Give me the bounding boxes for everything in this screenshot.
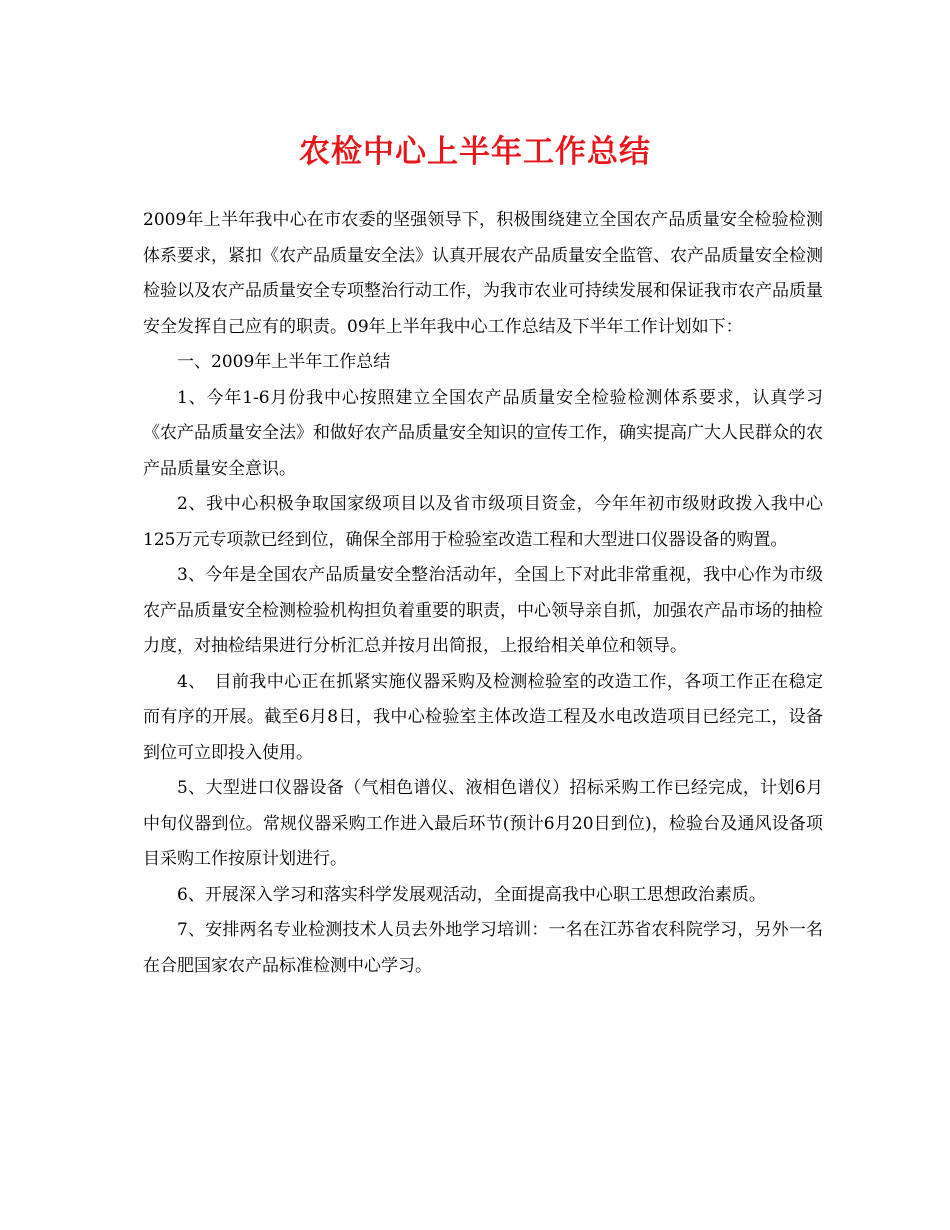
list-item: 1、今年1-6月份我中心按照建立全国农产品质量安全检验检测体系要求，认真学习《农产品质量安全法》和做好农产品质量安全知识的宣传工作，确实提高广大人民群众的农产品质量安全意识。 bbox=[143, 387, 823, 479]
list-item: 4、 目前我中心正在抓紧实施仪器采购及检测检验室的改造工作，各项工作正在稳定而有序的开展。截至6月8日，我中心检验室主体改造工程及水电改造项目已经完工，设备到位可立即投入使用。 bbox=[143, 671, 823, 763]
list-item: 5、大型进口仪器设备（气相色谱仪、液相色谱仪）招标采购工作已经完成，计划6月中旬仪器到位。常规仪器采购工作进入最后环节(预计6月20日到位)，检验台及通风设备项目采购工作按原计划进行。 bbox=[143, 778, 823, 869]
list-item: 2、我中心积极争取国家级项目以及省市级项目资金，今年年初市级财政拨入我中心125万元专项款已经到位，确保全部用于检验室改造工程和大型进口仪器设备的购置。 bbox=[143, 494, 823, 550]
section-heading: 一、2009年上半年工作总结 bbox=[177, 352, 391, 372]
list-item: 7、安排两名专业检测技术人员去外地学习培训：一名在江苏省农科院学习，另外一名在合肥国家农产品标准检测中心学习。 bbox=[143, 920, 823, 976]
intro-paragraph: 2009年上半年我中心在市农委的坚强领导下，积极围绕建立全国农产品质量安全检验检测体系要求，紧扣《农产品质量安全法》认真开展农产品质量安全监管、农产品质量安全检测检验以及农产品质量安全专项整治行动工作，为我市农业可持续发展和保证我市农产品质量安全发挥自己应有的职责。09年上半年我中心工作总结及下半年工作计划如下： bbox=[143, 210, 823, 337]
list-item: 3、今年是全国农产品质量安全整治活动年，全国上下对此非常重视，我中心作为市级农产品质量安全检测检验机构担负着重要的职责，中心领导亲自抓，加强农产品市场的抽检力度，对抽检结果进行分析汇总并按月出简报，上报给相关单位和领导。 bbox=[143, 565, 823, 656]
document-body bbox=[143, 203, 823, 984]
list-item: 6、开展深入学习和落实科学发展观活动，全面提高我中心职工思想政治素质。 bbox=[177, 884, 766, 905]
document-title: 农检中心上半年工作总结 bbox=[299, 134, 651, 170]
